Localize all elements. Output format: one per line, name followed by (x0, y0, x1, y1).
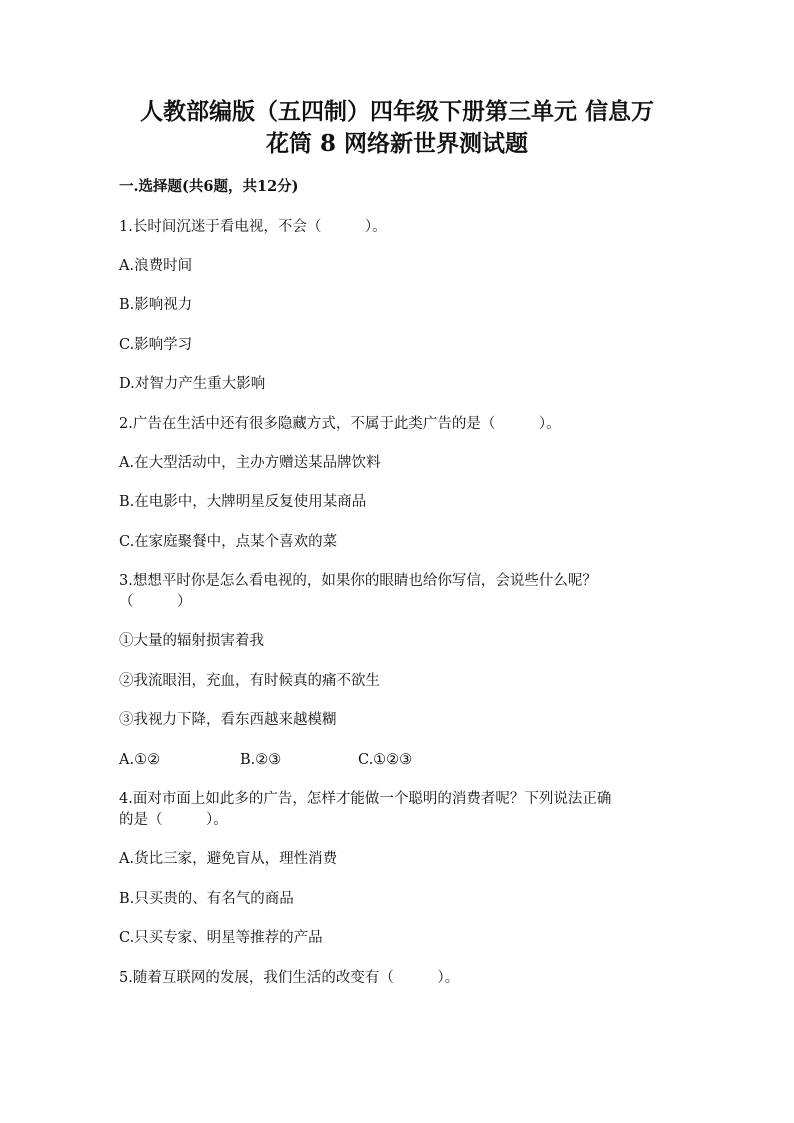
question-3-option-c: C.①②③ (358, 752, 413, 768)
question-1-stem: 1.长时间沉迷于看电视，不会（ ）。 (119, 219, 387, 235)
page-title-line-2: 花筒 8 网络新世界测试题 (265, 130, 529, 157)
question-2-option-c: C.在家庭聚餐中，点某个喜欢的菜 (119, 534, 338, 550)
question-4-stem-line-2: 的是（ ）。 (119, 812, 228, 828)
question-5-stem: 5.随着互联网的发展，我们生活的改变有（ ）。 (119, 970, 460, 986)
question-3-statement-1: ①大量的辐射损害着我 (119, 633, 264, 649)
question-2-option-a: A.在大型活动中，主办方赠送某品牌饮料 (119, 455, 381, 471)
question-4-option-a: A.货比三家，避免盲从，理性消费 (119, 851, 338, 867)
question-2-option-b: B.在电影中，大牌明星反复使用某商品 (119, 494, 367, 510)
question-3-option-b: B.②③ (240, 752, 282, 768)
question-3-statement-3: ③我视力下降，看东西越来越模糊 (119, 712, 337, 728)
page-title-line-1: 人教部编版（五四制）四年级下册第三单元 信息万 (139, 98, 654, 125)
question-3-option-a: A.①② (119, 752, 161, 768)
question-4-stem-line-1: 4.面对市面上如此多的广告，怎样才能做一个聪明的消费者呢？下列说法正确 (119, 791, 612, 807)
section-heading: 一.选择题(共6题，共12分) (119, 178, 299, 195)
question-4-option-c: C.只买专家、明星等推荐的产品 (119, 930, 323, 946)
question-2-stem: 2.广告在生活中还有很多隐藏方式，不属于此类广告的是（ ）。 (119, 416, 561, 432)
question-4-option-b: B.只买贵的、有名气的商品 (119, 891, 294, 907)
question-3-statement-2: ②我流眼泪，充血，有时候真的痛不欲生 (119, 673, 380, 689)
question-1-option-c: C.影响学习 (119, 337, 193, 353)
question-3-stem-line-2: （ ） (119, 594, 192, 610)
question-1-option-a: A.浪费时间 (119, 258, 193, 274)
question-1-option-d: D.对智力产生重大影响 (119, 376, 266, 392)
question-1-option-b: B.影响视力 (119, 297, 193, 313)
question-3-stem-line-1: 3.想想平时你是怎么看电视的，如果你的眼睛也给你写信，会说些什么呢？ (119, 573, 597, 589)
